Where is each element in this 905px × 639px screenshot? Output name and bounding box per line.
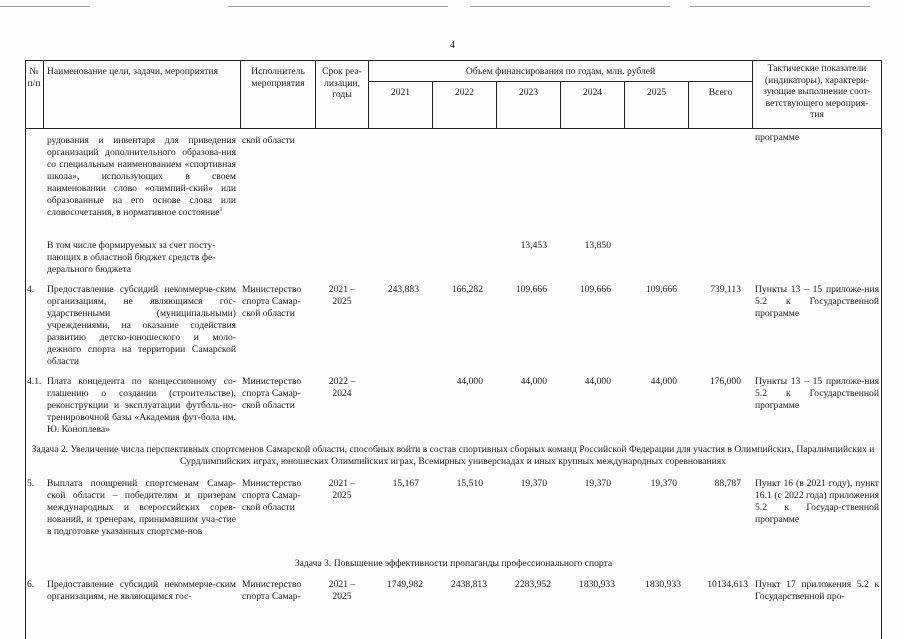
scan-artifact-line [690, 6, 870, 7]
row-4-1-total: 176,000 [709, 376, 741, 387]
row-4-1-num: 4.1. [27, 376, 42, 387]
row-4-2021: 243,883 [387, 284, 419, 295]
header-indicators: Тактические показатели (индикаторы), характери- зующие выполнение соот- ветствующего мероприя- тия [763, 63, 871, 120]
row-6-2025: 1830,933 [645, 579, 681, 590]
row-5-2024: 19,370 [584, 478, 611, 489]
row-4-1-period: 2022 – 2024 [328, 376, 356, 399]
row-4-1-2024: 44,000 [584, 376, 611, 387]
row-5-period: 2021 – 2025 [328, 478, 356, 501]
row-5-2023: 19,370 [520, 478, 547, 489]
row-6-period: 2021 – 2025 [328, 579, 356, 602]
row-5-indicator: Пункт 16 (в 2021 году), пункт 16.1 (с 2022 года) приложения 5.2 к Государ-ственной программе [755, 478, 879, 525]
page-number: 4 [450, 40, 455, 51]
row-4-1-executor: Министерство спорта Самар-ской области [242, 376, 302, 411]
header-year-2022: 2022 [454, 87, 475, 98]
scan-artifact-line [0, 6, 90, 7]
row-6-indicator: Пункт 17 приложения 5.2 к Государственной про- [755, 579, 879, 602]
row-4-total: 739,113 [710, 284, 741, 295]
scan-artifact-line [228, 6, 448, 7]
row-4-indicator: Пункты 13 – 15 приложе-ния 5.2 к Государственной программе [755, 284, 879, 319]
row-federal-2024: 13,850 [584, 240, 611, 251]
header-period: Срок реа- лизации, годы [322, 66, 362, 100]
row-4-2022: 166,282 [451, 284, 483, 295]
header-total: Всего [708, 87, 733, 98]
row-4-executor: Министерство спорта Самар-ской области [242, 284, 302, 319]
header-year-2025: 2025 [646, 87, 667, 98]
row-6-executor: Министерство спорта Самар- [242, 579, 302, 602]
row-6-2023: 2283,952 [515, 579, 551, 590]
row-5-2021: 15,167 [392, 478, 419, 489]
row-4-name: Предоставление субсидий некоммерче-ским организациям, не являющимся гос-ударственными (муниципальными) учреждениями, на оказание содействия развитию детско-юношеского и моло-дежного спорта на территории Самарской области [47, 284, 236, 367]
row-federal-name: В том числе формируемых за счет посту-пающих в областной бюджет средств фе-дерального бюджета [47, 240, 216, 275]
row-5-executor: Министерство спорта Самар-ской области [242, 478, 302, 513]
row-4-2024: 109,666 [579, 284, 611, 295]
row-continuation-name: рудования и инвентаря для приведения организаций дополнительного образова-ния со специальным наименованием «спортивная школа», использующих в своем наименовании слово «олимпий-ский» или образованные на его основе слова или словосочетания, в нормативное состояние$^1$ [47, 135, 236, 218]
row-continuation-executor: ской области [242, 135, 295, 146]
row-6-2024: 1830,933 [579, 579, 615, 590]
scan-artifact-line [470, 6, 670, 7]
row-5-total: 88,787 [714, 478, 741, 489]
row-continuation-indicator: программе [755, 132, 800, 143]
row-5-name: Выплата поощрений спортсменам Самар-ской области – победителям и призерам международных и всероссийских сорев-нований, и тренерам, принимавшим уча-стие в подготовке указанных спортсме-нов [47, 478, 236, 537]
row-5-2025: 19,370 [650, 478, 677, 489]
header-funding: Объем финансирования по годам, млн. рублей [465, 66, 656, 77]
row-4-2025: 109,666 [645, 284, 677, 295]
row-4-1-indicator: Пункты 13 – 15 приложе-ния 5.2 к Государственной программе [755, 376, 879, 411]
row-4-1-2023: 44,000 [520, 376, 547, 387]
row-5-num: 5. [27, 478, 35, 489]
row-4-2023: 109,666 [515, 284, 547, 295]
header-year-2021: 2021 [390, 87, 411, 98]
row-6-total: 10134,613 [707, 579, 748, 590]
row-6-num: 6. [27, 579, 35, 590]
header-num: № п/п [27, 66, 41, 89]
row-4-num: 4. [27, 284, 35, 295]
row-6-2022: 2438,813 [451, 579, 487, 590]
row-4-1-2025: 44,000 [650, 376, 677, 387]
row-4-1-name: Плата концедента по концессионному со-глашению о создании (строительстве), реконструкции и эксплуатации футболь-но-тренировочной базы «Академия фут-бола им. Ю. Коноплева» [47, 376, 236, 435]
task-2-heading: Задача 2. Увеличение числа перспективных спортсменов Самарской области, способных войти в состав спортивных сборных команд Российской Федерации для участия в Олимпийских, Паралимпийских и Сурдлимпийских играх, юношеских Олимпийских играх, Всемирных универсиадах и иных крупных международных соревнованиях [31, 444, 875, 467]
header-year-2023: 2023 [518, 87, 539, 98]
row-6-2021: 1749,982 [387, 579, 423, 590]
task-3-heading: Задача 3. Повышение эффективности пропаганды профессионального спорта [294, 558, 613, 569]
header-year-2024: 2024 [582, 87, 603, 98]
row-4-period: 2021 – 2025 [328, 284, 356, 307]
row-6-name: Предоставление субсидий некоммерче-ским организациям, не являющимся гос- [47, 579, 236, 602]
row-federal-2023: 13,453 [520, 240, 547, 251]
header-name: Наименование цели, задачи, мероприятия [47, 66, 218, 77]
header-executor: Исполнитель мероприятия [251, 66, 305, 89]
row-5-2022: 15,510 [456, 478, 483, 489]
row-4-1-2022: 44,000 [456, 376, 483, 387]
